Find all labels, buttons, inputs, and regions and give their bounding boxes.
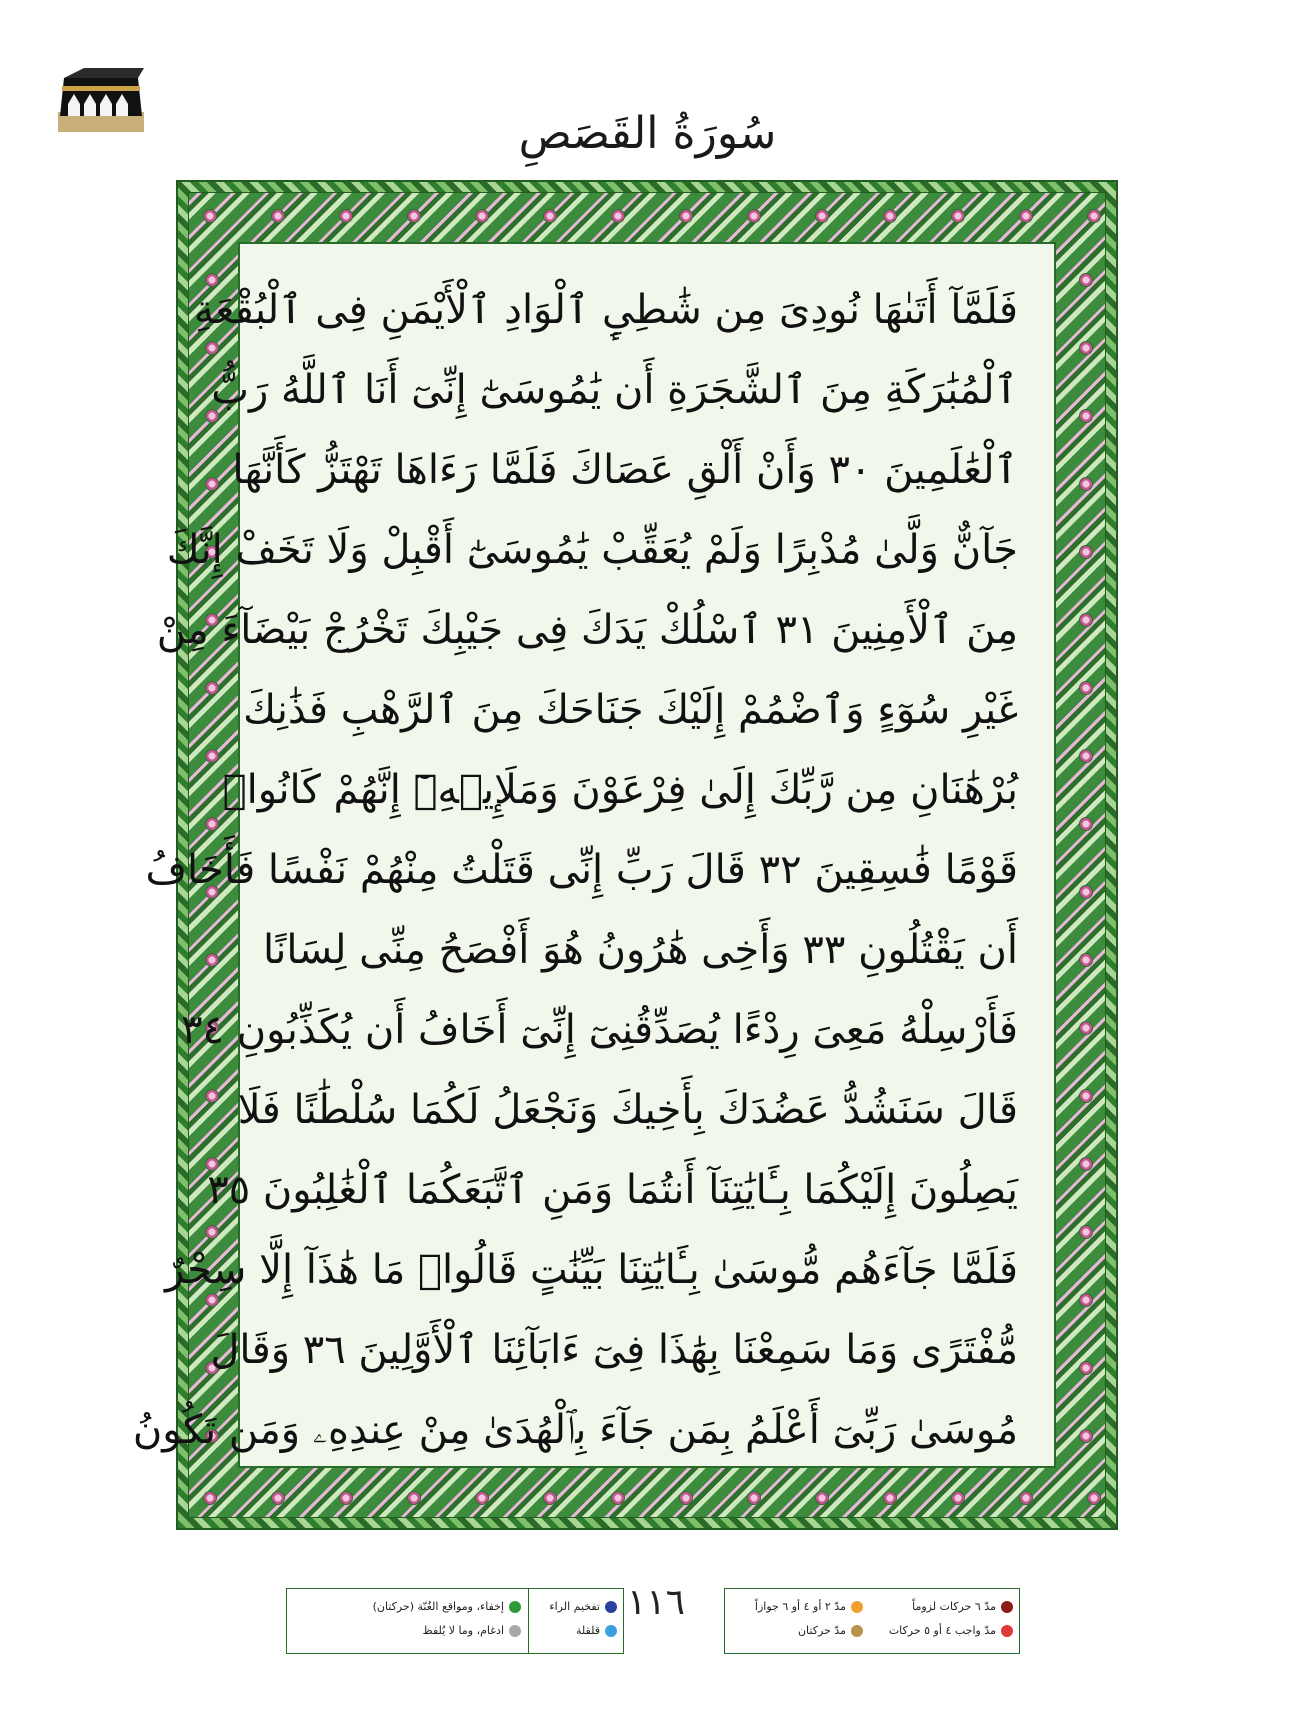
rose-ornament: [951, 209, 965, 223]
rose-ornament: [205, 681, 219, 695]
rose-ornament: [1019, 1491, 1033, 1505]
rose-ornament: [611, 1491, 625, 1505]
color-dot-icon: [509, 1601, 521, 1613]
rose-ornament: [1079, 749, 1093, 763]
rose-ornament: [951, 1491, 965, 1505]
legend-col: [287, 1589, 527, 1653]
verse-lines: [132, 270, 1018, 1453]
rose-ornament: [679, 209, 693, 223]
color-dot-icon: [605, 1625, 617, 1637]
rose-ornament: [679, 1491, 693, 1505]
rose-ornament: [883, 1491, 897, 1505]
verse-line: يَصِلُونَ إِلَيْكُمَا بِـَٔايَٰتِنَآ أَنتُمَا وَمَنِ ٱتَّبَعَكُمَا ٱلْغَٰلِبُونَ ٣٥: [207, 1167, 1018, 1213]
color-dot-icon: [851, 1601, 863, 1613]
rose-ornament: [1079, 341, 1093, 355]
legend-label: قلقلة: [575, 1624, 600, 1637]
verse-line: ٱلْعَٰلَمِينَ ٣٠ وَأَنْ أَلْقِ عَصَاكَ فَلَمَّا رَءَاهَا تَهْتَزُّ كَأَنَّهَا: [232, 447, 1018, 493]
verse-line: مِنَ ٱلْأَمِنِينَ ٣١ ٱسْلُكْ يَدَكَ فِى جَيْبِكَ تَخْرُجْ بَيْضَآءَ مِنْ: [156, 607, 1018, 653]
rose-ornament: [205, 477, 219, 491]
color-dot-icon: [509, 1625, 521, 1637]
rose-ornament: [543, 209, 557, 223]
legend-label: إخفاء، ومواقع الغُنّة (حركتان): [372, 1600, 504, 1613]
rose-ornament: [1079, 1293, 1093, 1307]
legend-col: [725, 1589, 869, 1653]
rose-ornament: [339, 209, 353, 223]
rose-ornament: [1079, 1225, 1093, 1239]
legend-item: [535, 1595, 617, 1619]
rose-ornament: [475, 209, 489, 223]
legend-col: [529, 1589, 623, 1653]
legend-label: مدّ ٦ حركات لزوماً: [912, 1600, 996, 1613]
verse-line: قَوْمًا فَٰسِقِينَ ٣٢ قَالَ رَبِّ إِنِّى قَتَلْتُ مِنْهُمْ نَفْسًا فَأَخَافُ: [145, 847, 1018, 893]
legend-item: [877, 1619, 1013, 1643]
rose-ornament: [271, 1491, 285, 1505]
rose-ornament: [205, 817, 219, 831]
rose-ornament: [1087, 1491, 1101, 1505]
rose-ornament: [1079, 273, 1093, 287]
tajweed-legend-right: [724, 1588, 1020, 1654]
rose-ornament: [1079, 1157, 1093, 1171]
rose-ornament: [1079, 681, 1093, 695]
legend-item: [535, 1619, 617, 1643]
legend-col: [871, 1589, 1019, 1653]
rose-ornament: [747, 1491, 761, 1505]
verse-line: مُّفْتَرًى وَمَا سَمِعْنَا بِهَٰذَا فِىٓ ءَابَآئِنَا ٱلْأَوَّلِينَ ٣٦ وَقَالَ: [210, 1327, 1018, 1373]
verse-line: غَيْرِ سُوٓءٍ وَٱضْمُمْ إِلَيْكَ جَنَاحَكَ مِنَ ٱلرَّهْبِ فَذَٰنِكَ: [243, 687, 1018, 733]
rose-ornament: [339, 1491, 353, 1505]
verse-line: بُرْهَٰنَانِ مِن رَّبِّكَ إِلَىٰ فِرْعَوْنَ وَمَلَإِي۟هِۦٓ إِنَّهُمْ كَانُوا۟: [222, 767, 1018, 813]
rose-ornament: [407, 209, 421, 223]
rose-ornament: [1079, 613, 1093, 627]
tajweed-legend-left: [286, 1588, 624, 1654]
legend-item: [293, 1595, 521, 1619]
legend-label: ادغام، وما لا يُلفظ: [422, 1624, 504, 1637]
rose-ornament: [407, 1491, 421, 1505]
rose-ornament: [815, 209, 829, 223]
verse-line: مُوسَىٰ رَبِّىٓ أَعْلَمُ بِمَن جَآءَ بِٱلْهُدَىٰ مِنْ عِندِهِۦ وَمَن تَكُونُ: [132, 1407, 1018, 1453]
legend-item: [731, 1619, 863, 1643]
verse-line: أَن يَقْتُلُونِ ٣٣ وَأَخِى هَٰرُونُ هُوَ أَفْصَحُ مِنِّى لِسَانًا: [263, 927, 1018, 973]
rose-ornament: [1079, 1089, 1093, 1103]
rose-ornament: [815, 1491, 829, 1505]
verse-line: قَالَ سَنَشُدُّ عَضُدَكَ بِأَخِيكَ وَنَجْعَلُ لَكُمَا سُلْطَٰنًا فَلَا: [237, 1087, 1018, 1133]
rose-ornament: [1019, 209, 1033, 223]
rose-ornament: [205, 749, 219, 763]
rose-ornament: [1079, 1361, 1093, 1375]
surah-title: سُورَةُ القَصَصِ: [518, 108, 777, 159]
rose-ornament: [205, 1089, 219, 1103]
rose-ornament: [205, 953, 219, 967]
legend-item: [877, 1595, 1013, 1619]
rose-ornament: [611, 209, 625, 223]
legend-label: تفخيم الراء: [549, 1600, 600, 1613]
color-dot-icon: [1001, 1625, 1013, 1637]
page-number: ١١٦: [626, 1582, 685, 1623]
legend-divider: [528, 1589, 530, 1653]
verse-line: جَآنٌّ وَلَّىٰ مُدْبِرًا وَلَمْ يُعَقِّبْ يَٰمُوسَىٰٓ أَقْبِلْ وَلَا تَخَفْ إِنَّكَ: [166, 527, 1018, 573]
rose-ornament: [1079, 953, 1093, 967]
legend-label: مدّ حركتان: [797, 1624, 846, 1637]
color-dot-icon: [851, 1625, 863, 1637]
rose-ornament: [1087, 209, 1101, 223]
color-dot-icon: [1001, 1601, 1013, 1613]
rose-ornament: [1079, 477, 1093, 491]
rose-ornament: [271, 209, 285, 223]
legend-item: [731, 1595, 863, 1619]
rose-ornament: [1079, 1429, 1093, 1443]
rose-ornament: [883, 209, 897, 223]
rose-ornament: [203, 1491, 217, 1505]
legend-label: مدّ ٢ أو ٤ أو ٦ جوازاً: [754, 1600, 846, 1613]
rose-ornament: [203, 209, 217, 223]
rose-ornament: [1079, 817, 1093, 831]
rose-ornament: [543, 1491, 557, 1505]
verse-line: فَأَرْسِلْهُ مَعِىَ رِدْءًا يُصَدِّقُنِىٓ إِنِّىٓ أَخَافُ أَن يُكَذِّبُونِ ٣٤: [181, 1007, 1018, 1053]
rose-ornament: [747, 209, 761, 223]
verse-line: ٱلْمُبَٰرَكَةِ مِنَ ٱلشَّجَرَةِ أَن يَٰمُوسَىٰٓ إِنِّىٓ أَنَا ٱللَّهُ رَبُّ: [211, 367, 1018, 413]
rose-ornament: [1079, 545, 1093, 559]
verse-line: فَلَمَّا جَآءَهُم مُّوسَىٰ بِـَٔايَٰتِنَا بَيِّنَٰتٍ قَالُوا۟ مَا هَٰذَآ إِلَّا سِحْرٌ: [165, 1247, 1018, 1293]
verse-line: فَلَمَّآ أَتَىٰهَا نُودِىَ مِن شَٰطِىِٕ ٱلْوَادِ ٱلْأَيْمَنِ فِى ٱلْبُقْعَةِ: [193, 287, 1018, 333]
text-panel: [132, 242, 1056, 1468]
rose-ornament: [475, 1491, 489, 1505]
legend-label: مدّ واجب ٤ أو ٥ حركات: [888, 1624, 996, 1637]
rose-ornament: [1079, 409, 1093, 423]
mushaf-frame: [132, 180, 1118, 1530]
rose-ornament: [1079, 885, 1093, 899]
rose-ornament: [1079, 1021, 1093, 1035]
legend-item: [293, 1619, 521, 1643]
